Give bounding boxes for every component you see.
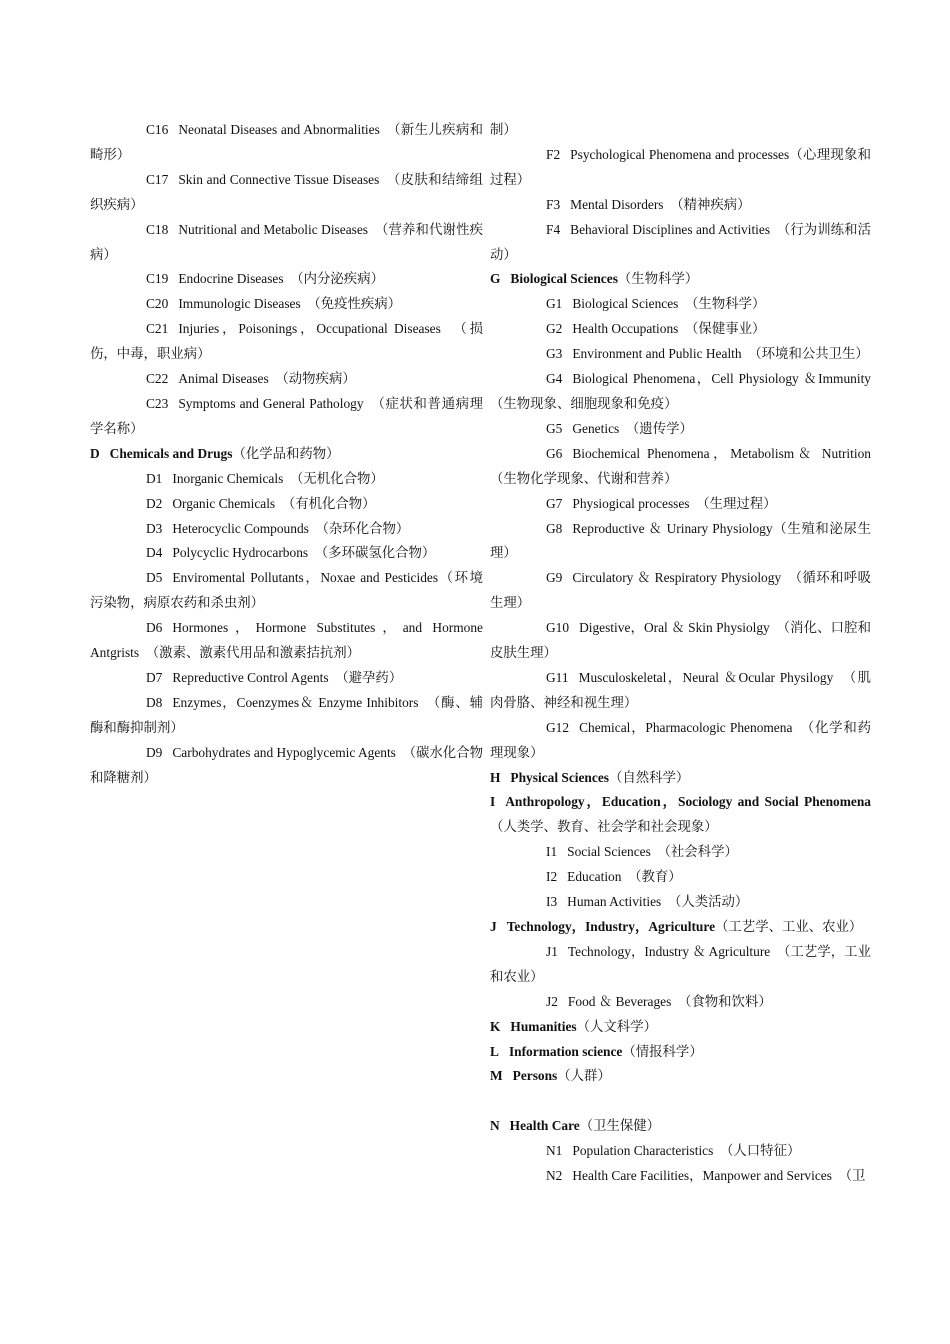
subcategory-title: Psychological Phenomena and processes（心理现象和过程） bbox=[490, 146, 871, 187]
subcategory-title: Organic Chemicals （有机化合物） bbox=[172, 495, 376, 511]
subcategory-code: G10 bbox=[546, 620, 570, 636]
subcategory-title: Musculoskeletal，Neural ＆Ocular Physilogy （肌肉骨胳、神经和视生理） bbox=[490, 669, 871, 710]
subcategory-code: I2 bbox=[546, 869, 558, 885]
left-column bbox=[90, 118, 483, 790]
subcategory-code: G11 bbox=[546, 669, 569, 685]
entry-continuation: 制） bbox=[490, 122, 517, 137]
category-heading bbox=[490, 790, 871, 840]
subcategory-code: C20 bbox=[146, 296, 169, 312]
subcategory-code: N1 bbox=[546, 1143, 563, 1159]
category-title: Anthropology，Education，Sociology and Social Phenomena bbox=[505, 794, 871, 810]
subcategory-entry bbox=[490, 716, 871, 766]
subcategory-code: F2 bbox=[546, 146, 561, 162]
subcategory-entry bbox=[490, 342, 871, 367]
subcategory-entry bbox=[490, 317, 871, 342]
subcategory-code: G3 bbox=[546, 346, 563, 362]
category-heading-en bbox=[490, 1118, 580, 1133]
subcategory-code: I3 bbox=[546, 894, 558, 910]
category-title-cn: （人类学、教育、社会学和社会现象） bbox=[490, 819, 718, 835]
subcategory-entry bbox=[490, 940, 871, 990]
subcategory-code: G8 bbox=[546, 520, 563, 536]
subcategory-entry bbox=[90, 367, 483, 392]
category-code: G bbox=[490, 271, 501, 287]
subcategory-title: Chemical，Pharmacologic Phenomena （化学和药理现象） bbox=[490, 719, 871, 760]
subcategory-title: Immunologic Diseases （免疫性疾病） bbox=[178, 296, 402, 312]
category-heading-en bbox=[490, 770, 609, 785]
subcategory-title: Population Characteristics （人口特征） bbox=[572, 1143, 801, 1159]
category-title: Information science bbox=[508, 1043, 623, 1059]
subcategory-code: N2 bbox=[546, 1168, 563, 1184]
category-code: L bbox=[490, 1043, 499, 1059]
category-title-cn: （卫生保健） bbox=[579, 1118, 661, 1134]
subcategory-entry bbox=[90, 218, 483, 268]
subcategory-entry bbox=[90, 467, 483, 492]
category-heading-en bbox=[490, 1044, 622, 1059]
category-code: N bbox=[490, 1118, 500, 1134]
category-title: Chemicals and Drugs bbox=[109, 445, 233, 461]
subcategory-code: D3 bbox=[146, 520, 163, 536]
subcategory-code: D9 bbox=[146, 744, 163, 760]
subcategory-title: Injuries，Poisonings，Occupational Diseases （损伤，中毒，职业病） bbox=[90, 321, 483, 362]
subcategory-entry bbox=[90, 492, 483, 517]
category-heading-en bbox=[490, 919, 715, 934]
subcategory-title: Hormones，Hormone Substitutes，and Hormone Antgrists （激素、激素代用品和激素拮抗剂） bbox=[90, 620, 483, 661]
subcategory-title: Repreductive Control Agents （避孕药） bbox=[172, 669, 403, 685]
category-title-cn: （工艺学、工业、农业） bbox=[715, 919, 863, 934]
category-heading bbox=[490, 915, 871, 940]
subcategory-title: Animal Diseases （动物疾病） bbox=[178, 371, 356, 387]
subcategory-code: C18 bbox=[146, 221, 169, 237]
category-heading-en bbox=[490, 794, 871, 809]
subcategory-entry bbox=[90, 118, 483, 168]
subcategory-title: Carbohydrates and Hypoglycemic Agents （碳水化合物和降糖剂） bbox=[90, 744, 483, 785]
category-code: M bbox=[490, 1068, 503, 1084]
subcategory-code: C19 bbox=[146, 271, 169, 287]
subcategory-entry bbox=[490, 492, 871, 517]
subcategory-entry bbox=[90, 741, 483, 791]
category-heading-en bbox=[490, 1068, 557, 1083]
category-title: Biological Sciences bbox=[510, 271, 618, 287]
subcategory-code: F4 bbox=[546, 221, 561, 237]
category-heading bbox=[490, 1064, 871, 1089]
subcategory-code: D7 bbox=[146, 669, 163, 685]
subcategory-title: Enzymes，Coenzymes＆ Enzyme Inhibitors （酶、辅酶和酶抑制剂） bbox=[90, 694, 483, 735]
category-code: K bbox=[490, 1018, 501, 1034]
subcategory-title: Technology，Industry ＆ Agriculture （工艺学，工业和农业） bbox=[490, 943, 871, 984]
subcategory-entry bbox=[490, 193, 871, 218]
right-column bbox=[490, 118, 871, 1189]
subcategory-code: C16 bbox=[146, 122, 169, 137]
subcategory-title: Symptoms and General Pathology （症状和普通病理学名称） bbox=[90, 395, 483, 436]
subcategory-entry bbox=[490, 566, 871, 616]
subcategory-entry bbox=[90, 168, 483, 218]
subcategory-code: J2 bbox=[546, 993, 558, 1009]
category-title: Humanities bbox=[510, 1018, 577, 1034]
subcategory-code: G12 bbox=[546, 719, 570, 735]
category-title-cn: （自然科学） bbox=[608, 769, 690, 785]
subcategory-entry bbox=[490, 1164, 871, 1189]
subcategory-entry bbox=[490, 292, 871, 317]
subcategory-code: G1 bbox=[546, 296, 563, 312]
category-title-cn: （人群） bbox=[557, 1068, 611, 1084]
subcategory-title: Reproductive ＆ Urinary Physiology（生殖和泌尿生理） bbox=[490, 520, 871, 561]
subcategory-code: F3 bbox=[546, 196, 561, 212]
subcategory-title: Human Activities （人类活动） bbox=[567, 894, 749, 910]
subcategory-code: G5 bbox=[546, 420, 563, 436]
subcategory-title: Skin and Connective Tissue Diseases （皮肤和结缔组织疾病） bbox=[90, 171, 483, 212]
category-title-cn: （情报科学） bbox=[622, 1043, 703, 1059]
category-title-cn: （人文科学） bbox=[576, 1018, 657, 1034]
subcategory-title: Environment and Public Health （环境和公共卫生） bbox=[572, 346, 869, 362]
category-title: Physical Sciences bbox=[510, 769, 609, 785]
subcategory-code: G6 bbox=[546, 445, 563, 461]
subcategory-title: Health Care Facilities，Manpower and Services （卫 bbox=[572, 1168, 866, 1184]
subcategory-entry bbox=[90, 616, 483, 666]
subcategory-title: Food ＆ Beverages （食物和饮料） bbox=[567, 993, 772, 1009]
subcategory-title: Neonatal Diseases and Abnormalities （新生儿疾病和畸形） bbox=[90, 122, 483, 162]
category-heading-en bbox=[90, 446, 232, 461]
subcategory-entry bbox=[490, 666, 871, 716]
subcategory-entry bbox=[90, 517, 483, 542]
subcategory-entry bbox=[90, 267, 483, 292]
subcategory-entry bbox=[490, 865, 871, 890]
subcategory-code: D8 bbox=[146, 694, 163, 710]
subcategory-title: Mental Disorders （精神疾病） bbox=[570, 196, 751, 212]
subcategory-code: J1 bbox=[546, 943, 558, 959]
category-heading bbox=[490, 1015, 871, 1040]
subcategory-entry bbox=[90, 392, 483, 442]
subcategory-title: Education （教育） bbox=[567, 869, 682, 885]
category-title: Health Care bbox=[509, 1118, 580, 1134]
subcategory-code: D2 bbox=[146, 495, 163, 511]
subcategory-title: Biochemical Phenomena，Metabolism＆ Nutrition（生物化学现象、代谢和营养） bbox=[490, 445, 871, 486]
subcategory-code: D5 bbox=[146, 570, 163, 586]
subcategory-title: Inorganic Chemicals （无机化合物） bbox=[172, 470, 384, 486]
subcategory-title: Endocrine Diseases （内分泌疾病） bbox=[178, 271, 384, 287]
subcategory-entry bbox=[90, 666, 483, 691]
subcategory-code: C22 bbox=[146, 371, 169, 387]
subcategory-entry bbox=[490, 1139, 871, 1164]
subcategory-code: C21 bbox=[146, 321, 169, 337]
subcategory-title: Heterocyclic Compounds （杂环化合物） bbox=[172, 520, 410, 536]
category-code: H bbox=[490, 769, 501, 785]
subcategory-entry bbox=[90, 691, 483, 741]
subcategory-entry bbox=[490, 143, 871, 193]
category-title-cn: （化学品和药物） bbox=[232, 445, 340, 461]
subcategory-title: Digestive，Oral ＆ Skin Physiolgy （消化、口腔和皮肤生理） bbox=[490, 620, 871, 661]
subcategory-title: Behavioral Disciplines and Activities （行为训练和活动） bbox=[490, 221, 871, 262]
subcategory-entry bbox=[490, 442, 871, 492]
category-heading-en bbox=[490, 1019, 577, 1034]
subcategory-title: Biological Phenomena，Cell Physiology ＆Immunity（生物现象、细胞现象和免疫） bbox=[490, 371, 871, 411]
subcategory-code: G9 bbox=[546, 570, 563, 586]
subcategory-entry bbox=[490, 218, 871, 268]
subcategory-code: G4 bbox=[546, 371, 563, 387]
subcategory-code: D1 bbox=[146, 470, 163, 486]
subcategory-code: D4 bbox=[146, 545, 163, 561]
subcategory-entry bbox=[490, 616, 871, 666]
category-code: I bbox=[490, 794, 496, 810]
category-heading bbox=[90, 442, 483, 467]
subcategory-entry bbox=[90, 292, 483, 317]
subcategory-code: I1 bbox=[546, 844, 558, 860]
category-heading bbox=[490, 267, 871, 292]
subcategory-title: Biological Sciences （生物科学） bbox=[572, 296, 766, 312]
subcategory-code: D6 bbox=[146, 620, 163, 636]
category-title-cn: （生物科学） bbox=[617, 271, 699, 287]
subcategory-code: G7 bbox=[546, 495, 563, 511]
subcategory-code: G2 bbox=[546, 321, 563, 337]
category-title: Technology，Industry，Agriculture bbox=[506, 919, 716, 934]
subcategory-entry bbox=[490, 367, 871, 417]
subcategory-entry bbox=[490, 417, 871, 442]
subcategory-title: Genetics （遗传学） bbox=[572, 420, 693, 436]
subcategory-entry bbox=[90, 541, 483, 566]
subcategory-title: Nutritional and Metabolic Diseases （营养和代谢性疾病） bbox=[90, 221, 483, 262]
category-heading bbox=[490, 766, 871, 791]
subcategory-entry bbox=[90, 317, 483, 367]
subcategory-entry bbox=[90, 566, 483, 616]
subcategory-title: Enviromental Pollutants，Noxae and Pesticides（环境污染物，病原农药和杀虫剂） bbox=[90, 570, 483, 611]
subcategory-title: Circulatory ＆ Respiratory Physiology （循环和呼吸生理） bbox=[490, 570, 871, 611]
subcategory-code: C17 bbox=[146, 171, 169, 187]
subcategory-entry bbox=[490, 517, 871, 567]
category-title: Persons bbox=[512, 1068, 558, 1084]
subcategory-title: Social Sciences （社会科学） bbox=[567, 844, 738, 860]
blank-line bbox=[490, 1089, 871, 1114]
subcategory-entry bbox=[490, 990, 871, 1015]
category-heading bbox=[490, 1114, 871, 1139]
category-heading-en bbox=[490, 271, 618, 286]
subcategory-code: C23 bbox=[146, 395, 169, 411]
category-code: D bbox=[90, 445, 100, 461]
subcategory-entry bbox=[490, 890, 871, 915]
category-heading bbox=[490, 1040, 871, 1065]
subcategory-entry bbox=[490, 840, 871, 865]
subcategory-title: Health Occupations （保健事业） bbox=[572, 321, 766, 337]
category-code: J bbox=[490, 919, 497, 934]
subcategory-title: Polycyclic Hydrocarbons （多环碳氢化合物） bbox=[172, 545, 436, 561]
subcategory-title: Physiogical processes （生理过程） bbox=[572, 495, 777, 511]
